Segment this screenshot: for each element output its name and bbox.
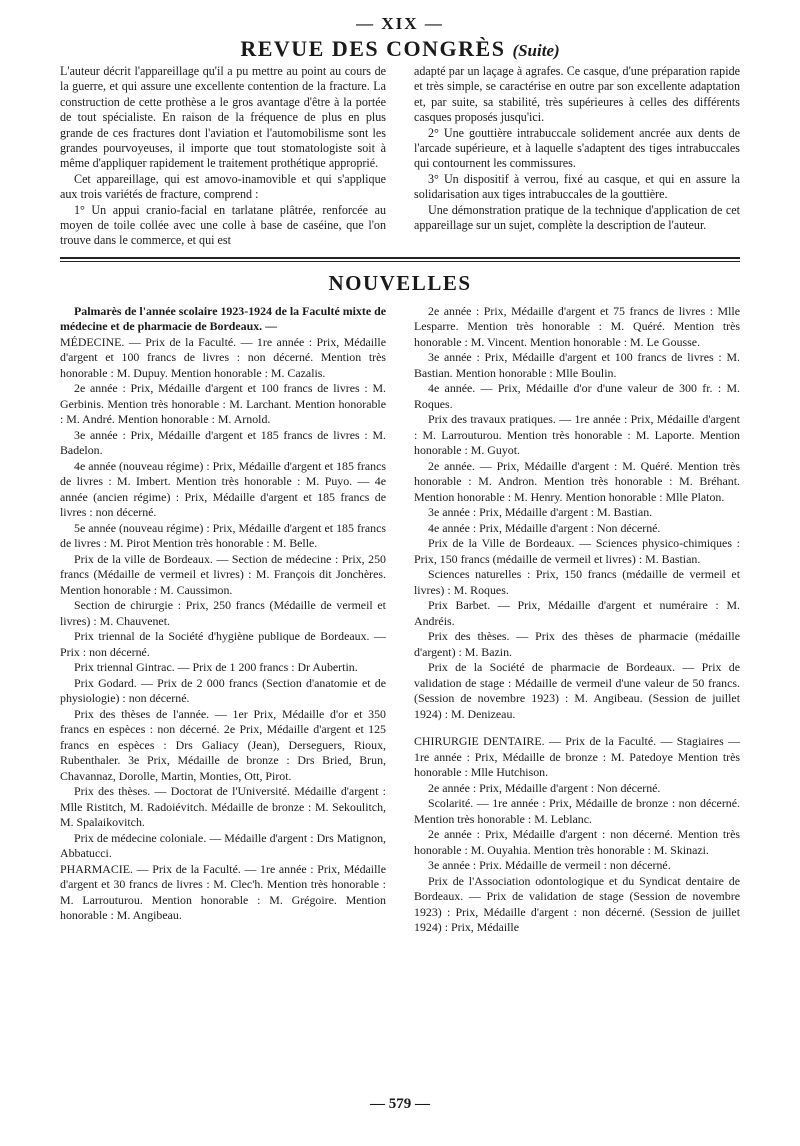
- title-text: REVUE DES CONGRÈS: [240, 36, 506, 61]
- paragraph: Prix triennal Gintrac. — Prix de 1 200 francs : Dr Aubertin.: [74, 660, 358, 675]
- nouvelles-heading: NOUVELLES: [328, 270, 472, 295]
- page-number: — 579 —: [370, 1096, 430, 1112]
- paragraph: Prix des thèses. — Doctorat de l'Université. Médaille d'argent : Mlle Ristitch, M. Radoiévitch. Médaille de bronze : M. Sekoulitch, M. Spalaikovitch.: [60, 784, 386, 830]
- paragraph: 2e année : Prix, Médaille d'argent : non décerné. Mention très honorable : M. Ouyahia. Mention très honorable : M. Skinazi.: [414, 827, 740, 857]
- spacer: [414, 722, 740, 734]
- revue-left-column: [60, 64, 386, 249]
- paragraph: Prix Godard. — Prix de 2 000 francs (Section d'anatomie et de physiologie) : non décerné.: [60, 675, 386, 706]
- paragraph: Prix de médecine coloniale. — Médaille d'argent : Drs Matignon, Abbatucci.: [60, 830, 386, 861]
- paragraph: 5e année (nouveau régime) : Prix, Médaille d'argent et 185 francs de livres : M. Pirot Mention très honorable : M. Belle.: [60, 520, 386, 551]
- paragraph: 4e année : Prix, Médaille d'argent : Non décerné.: [428, 520, 661, 535]
- paragraph: Prix des travaux pratiques. — 1re année : Prix, Médaille d'argent : M. Larrouturou. Mention très honorable : M. Laporte. Mention honorable : M. Guyot.: [414, 412, 740, 458]
- paragraph: 4e année (nouveau régime) : Prix, Médaille d'argent et 185 francs de livres : M. Imbert. Mention très honorable : M. Puyo. — 4e année (ancien régime) : Prix, Médaille d'argent et 185 francs de livres : non décerné.: [60, 458, 386, 520]
- paragraph: CHIRURGIE DENTAIRE. — Prix de la Faculté. — Stagiaires — 1re année : Prix, Médaille de bronze : M. Patedoye Mention très honorable : Mlle Hutchison.: [414, 734, 740, 780]
- paragraph: Prix de la ville de Bordeaux. — Section de médecine : Prix, 250 francs (Médaille de vermeil et livres) : M. François dit Jonchères. Mention honorable : M. Caussimon.: [60, 551, 386, 597]
- revue-columns: [60, 64, 740, 249]
- paragraph: 2e année : Prix, Médaille d'argent et 75 francs de livres : Mlle Lesparre. Mention très honorable : M. Quéré. Mention très honorable : M. Vincent. Mention honorable : M. Le Gousse.: [414, 303, 740, 349]
- paragraph: Section de chirurgie : Prix, 250 francs (Médaille de vermeil et livres) : M. Chauvenet.: [60, 598, 386, 628]
- section-title: [60, 36, 740, 64]
- paragraph: Cet appareillage, qui est amovo-inamovible et qui s'applique aux trois variétés de fracture, comprend :: [60, 171, 386, 202]
- paragraph: Prix de l'Association odontologique et du Syndicat dentaire de Bordeaux. — Prix de validation de stage (Session de novembre 1923) : Prix, Médaille d'argent : non décerné. (Session de juillet 1924) : Prix, Médaille: [414, 873, 740, 935]
- paragraph: Scolarité. — 1re année : Prix, Médaille de bronze : non décerné. Mention très honorable : M. Leblanc.: [414, 796, 740, 826]
- paragraph: MÉDECINE. — Prix de la Faculté. — 1re année : Prix, Médaille d'argent et 100 francs de livres : non décerné. Mention très honorable : M. Dupuy. Mention honorable : M. Cazalis.: [60, 334, 386, 380]
- nouvelles-left-column: [60, 304, 386, 936]
- paragraph: Sciences naturelles : Prix, 150 francs (médaille de vermeil et livres) : M. Roques.: [414, 567, 740, 597]
- paragraph: Prix de la Ville de Bordeaux. — Sciences physico-chimiques : Prix, 150 francs (médaille de vermeil et livres) : M. Bastian.: [414, 536, 740, 566]
- paragraph: adapté par un laçage à agrafes. Ce casque, d'une préparation rapide et très simple, se caractérise en outre par son excellente adaptation et, par suite, sa stabilité, très supérieures à celles des différents casques proposés jusqu'ici.: [414, 64, 740, 125]
- paragraph: 4e année. — Prix, Médaille d'or d'une valeur de 300 fr. : M. Roques.: [414, 381, 740, 411]
- title-suffix: (Suite): [512, 41, 560, 60]
- paragraph: 2e année. — Prix, Médaille d'argent : M. Quéré. Mention très honorable : M. Andron. Mention très honorable : M. Bréhant. Mention honorable : M. Henry. Mention honorable : Mlle Platon.: [414, 458, 740, 504]
- paragraph: 3e année : Prix, Médaille d'argent et 185 francs de livres : M. Badelon.: [60, 427, 386, 458]
- paragraph: 3° Un dispositif à verrou, fixé au casque, et qui en assure la solidarisation aux tiges intrabuccales de la gouttière.: [414, 171, 740, 202]
- paragraph: 3e année : Prix. Médaille de vermeil : non décerné.: [428, 858, 671, 873]
- revue-right-column: [414, 64, 740, 249]
- paragraph: L'auteur décrit l'appareillage qu'il a pu mettre au point au cours de la guerre, et qui assure une excellente contention de la fracture. La construction de cette prothèse a le gros avantage d'être à la portée de tout spécialiste. En raison de la fréquence de plus en plus grande de ces fractures dont l'aviation et l'automobilisme sont les grandes pourvoyeuses, il importe que tout stomatologiste soit à même d'appliquer rapidement le traitement prothétique approprié.: [60, 64, 386, 171]
- paragraph: 2e année : Prix, Médaille d'argent : Non décerné.: [428, 780, 661, 795]
- paragraph: Prix des thèses de l'année. — 1er Prix, Médaille d'or et 350 francs en espèces : non décerné. 2e Prix, Médaille d'argent et 125 francs en espèces : Drs Galiacy (Jean), Derseguers, Rioux, Rubenthaler. 3e Prix, Médaille de bronze : Drs Bried, Brun, Chavannaz, Dorolle, Martin, Monties, Ott, Pirot.: [60, 706, 386, 783]
- nouvelles-right-column: [414, 304, 740, 936]
- roman-page-number: — XIX —: [356, 14, 444, 33]
- paragraph: Prix triennal de la Société d'hygiène publique de Bordeaux. — Prix : non décerné.: [60, 629, 386, 659]
- divider: [60, 257, 740, 259]
- paragraph: Prix de la Société de pharmacie de Bordeaux. — Prix de validation de stage : Médaille de vermeil d'une valeur de 50 francs. (Session de novembre 1923) : M. Angibeau. (Session de juillet 1924) : M. Denizeau.: [414, 660, 740, 721]
- paragraph: 2° Une gouttière intrabuccale solidement ancrée aux dents de l'arcade supérieure, et à laquelle s'adaptent des tiges intrabuccales qui contournent les commissures.: [414, 125, 740, 171]
- divider: [60, 261, 740, 262]
- nouvelles-columns: [60, 304, 740, 936]
- paragraph: Prix Barbet. — Prix, Médaille d'argent et numéraire : M. Andréis.: [414, 598, 740, 628]
- page: [60, 14, 740, 936]
- paragraph: 3e année : Prix, Médaille d'argent et 100 francs de livres : M. Bastian. Mention honorable : Mlle Boulin.: [414, 350, 740, 380]
- news-headline: Palmarès de l'année scolaire 1923-1924 de la Faculté mixte de médecine et de pharmacie de Bordeaux. —: [60, 303, 386, 334]
- paragraph: 1° Un appui cranio-facial en tarlatane plâtrée, renforcée au moyen de toile collée avec une colle à base de caséine, que l'on trouve dans le commerce, et qui est: [60, 202, 386, 248]
- paragraph: Une démonstration pratique de la technique d'application de cet appareillage sur un sujet, complète la description de l'auteur.: [414, 202, 740, 233]
- paragraph: 2e année : Prix, Médaille d'argent et 100 francs de livres : M. Gerbinis. Mention très honorable : M. Larchant. Mention honorable : M. André. Mention honorable : M. Arnold.: [60, 381, 386, 427]
- paragraph: Prix des thèses. — Prix des thèses de pharmacie (médaille d'argent) : M. Bazin.: [414, 629, 740, 659]
- paragraph: PHARMACIE. — Prix de la Faculté. — 1re année : Prix, Médaille d'argent et 30 francs de livres : M. Clec'h. Mention très honorable : M. Larrouturou. Mention honorable : M. Grégoire. Mention honorable : M. Angibeau.: [60, 861, 386, 923]
- paragraph: 3e année : Prix, Médaille d'argent : M. Bastian.: [428, 505, 653, 520]
